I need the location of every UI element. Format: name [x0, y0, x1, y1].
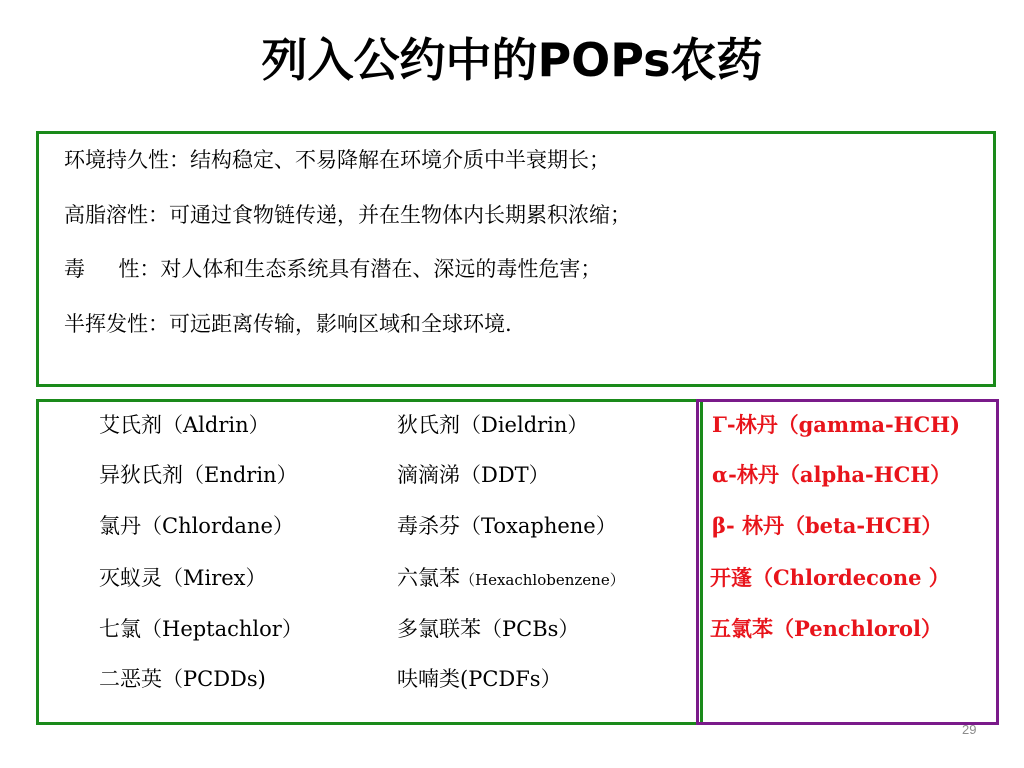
page-number: 29 [962, 722, 977, 737]
pesticide-pcdfs: 呋喃类(PCDFs） [397, 667, 562, 691]
pesticide-hexachlorobenzene [397, 563, 625, 595]
pesticide-hexachlorobenzene-name: 六氯苯 [397, 566, 460, 590]
property-persistence: 环境持久性：结构稳定、不易降解在环境介质中半衰期长； [64, 148, 610, 172]
pesticide-chlordane: 氯丹（Chlordane） [99, 514, 294, 538]
new-pesticide-alpha-hch: α-林丹（alpha-HCH） [712, 462, 952, 487]
pesticide-aldrin: 艾氏剂（Aldrin） [99, 413, 270, 437]
property-lipophilicity: 高脂溶性：可通过食物链传递，并在生物体内长期累积浓缩； [64, 203, 631, 227]
new-pesticide-beta-hch: β- 林丹（beta-HCH） [712, 513, 943, 538]
new-pesticide-list-box [696, 399, 999, 725]
pesticide-heptachlor: 七氯（Heptachlor） [99, 617, 303, 641]
pesticide-pcbs: 多氯联苯（PCBs） [397, 617, 580, 641]
property-toxicity: 毒 性：对人体和生态系统具有潜在、深远的毒性危害； [64, 257, 602, 281]
pesticide-ddt: 滴滴涕（DDT） [397, 463, 550, 487]
slide-title: 列入公约中的POPs农药 [261, 33, 763, 87]
new-pesticide-chlordecone: 开蓬（Chlordecone ） [710, 565, 950, 590]
new-pesticide-penchlorol: 五氯苯（Penchlorol） [710, 616, 942, 641]
pesticide-endrin: 异狄氏剂（Endrin） [99, 463, 298, 487]
new-pesticide-gamma-hch: Γ-林丹（gamma-HCH) [712, 412, 961, 437]
pesticide-dieldrin: 狄氏剂（Dieldrin） [397, 413, 589, 437]
property-semivolatility: 半挥发性：可远距离传输，影响区域和全球环境. [64, 312, 512, 336]
pesticide-hexachlorobenzene-english: （Hexachlobenzene） [460, 571, 625, 589]
pesticide-pcdds: 二恶英（PCDDs) [99, 667, 266, 691]
pesticide-mirex: 灭蚁灵（Mirex） [99, 566, 267, 590]
pesticide-toxaphene: 毒杀芬（Toxaphene） [397, 514, 617, 538]
